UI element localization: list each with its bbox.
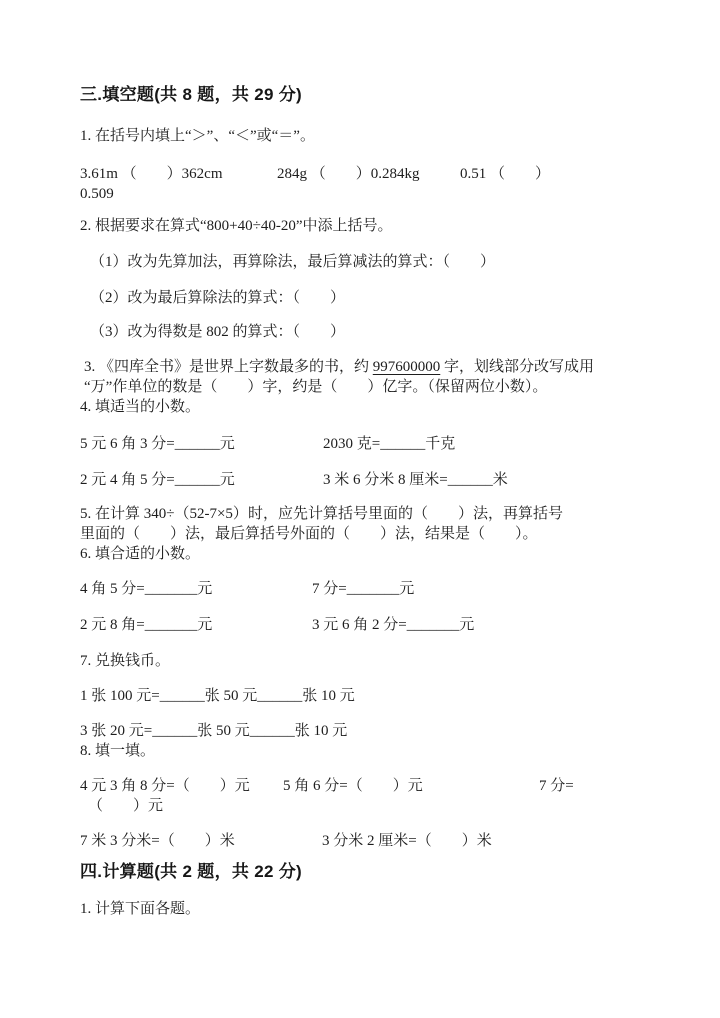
q7-stem: 7. 兑换钱币。 <box>80 653 171 669</box>
q1-compare-row <box>80 164 670 184</box>
q8-row-2 <box>80 831 670 851</box>
section-heading-fill-blanks: 三.填空题(共 8 题，共 29 分) <box>80 85 303 104</box>
q4-row1-blank-1: 5 元 6 角 3 分=______元 <box>80 436 235 452</box>
q1-compare-item-3: 0.51 （ ） <box>460 166 551 182</box>
q8-row2-blank-1: 7 米 3 分米=（ ）米 <box>80 833 235 849</box>
q4-row2-blank-1: 2 元 4 角 5 分=______元 <box>80 472 235 488</box>
calc-q1-stem: 1. 计算下面各题。 <box>80 901 201 917</box>
q8-row1-blank-3-wrap: （ ）元 <box>88 798 164 814</box>
q3-text-before-underline: 3. 《四库全书》是世界上字数最多的书，约 <box>84 359 373 375</box>
q2-sub-2: （2）改为最后算除法的算式：（ ） <box>90 290 346 306</box>
q3-line-1 <box>84 357 674 377</box>
q6-row1-blank-1: 4 角 5 分=_______元 <box>80 581 213 597</box>
q7-exchange-line-2: 3 张 20 元=______张 50 元______张 10 元 <box>80 723 348 739</box>
q8-row1-blank-2: 5 角 6 分=（ ）元 <box>283 778 423 794</box>
q6-row-2 <box>80 615 670 635</box>
q2-stem: 2. 根据要求在算式“800+40÷40-20”中添上括号。 <box>80 218 393 234</box>
q4-row2-blank-2: 3 米 6 分米 8 厘米=______米 <box>323 472 508 488</box>
q3-line-2: “万”作单位的数是（ ）字，约是（ ）亿字。（保留两位小数）。 <box>84 379 548 395</box>
q1-compare-item-3-wrap: 0.509 <box>80 186 114 202</box>
q4-row-2 <box>80 470 670 490</box>
q2-sub-3: （3）改为得数是 802 的算式：（ ） <box>90 324 346 340</box>
q8-stem: 8. 填一填。 <box>80 743 156 759</box>
q1-stem: 1. 在括号内填上“＞”、“＜”或“＝”。 <box>80 128 315 144</box>
q4-stem: 4. 填适当的小数。 <box>80 399 201 415</box>
q5-line-1: 5. 在计算 340÷（52-7×5）时，应先计算括号里面的（ ）法，再算括号 <box>80 506 563 522</box>
q1-compare-item-1: 3.61m （ ）362cm <box>80 166 223 182</box>
q6-row-1 <box>80 579 670 599</box>
q8-row1-blank-3: 7 分= <box>539 778 574 794</box>
section-heading-calculation: 四.计算题(共 2 题，共 22 分) <box>80 862 303 881</box>
q4-row1-blank-2: 2030 克=______千克 <box>323 436 456 452</box>
q6-row1-blank-2: 7 分=_______元 <box>312 581 415 597</box>
q2-sub-1: （1）改为先算加法，再算除法，最后算减法的算式：（ ） <box>90 254 496 270</box>
q8-row-1 <box>80 776 670 796</box>
q6-row2-blank-2: 3 元 6 角 2 分=_______元 <box>312 617 475 633</box>
q3-text-after-underline: 字，划线部分改写成用 <box>440 359 595 375</box>
q4-row-1 <box>80 434 670 454</box>
q7-exchange-line-1: 1 张 100 元=______张 50 元______张 10 元 <box>80 688 355 704</box>
q3-underlined-number: 997600000 <box>372 359 441 375</box>
q1-compare-item-2: 284g （ ）0.284kg <box>277 166 420 182</box>
q5-line-2: 里面的（ ）法，最后算括号外面的（ ）法，结果是（ ）。 <box>80 526 538 542</box>
q6-row2-blank-1: 2 元 8 角=_______元 <box>80 617 213 633</box>
q6-stem: 6. 填合适的小数。 <box>80 546 201 562</box>
q8-row2-blank-2: 3 分米 2 厘米=（ ）米 <box>322 833 492 849</box>
q8-row1-blank-1: 4 元 3 角 8 分=（ ）元 <box>80 778 250 794</box>
